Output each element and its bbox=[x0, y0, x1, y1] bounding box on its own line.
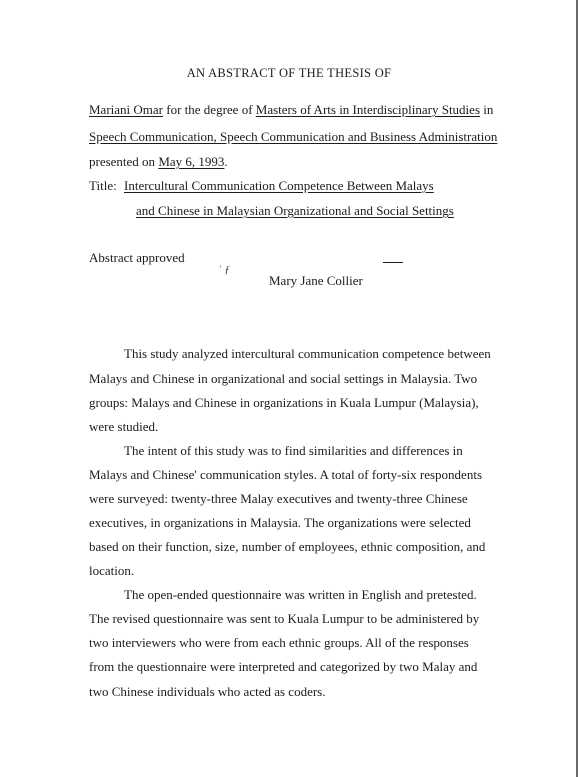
abstract-approved-label: Abstract approved bbox=[89, 250, 185, 265]
approver-name: Mary Jane Collier bbox=[269, 273, 363, 288]
paragraph-1-line-1: This study analyzed intercultural communication competence between bbox=[124, 346, 491, 361]
paragraph-3-line-1: The open-ended questionnaire was written in English and pretested. bbox=[124, 587, 477, 602]
author-name: Mariani Omar bbox=[89, 102, 164, 117]
presented-on-text: presented on bbox=[89, 154, 159, 169]
paragraph-1-line-3: groups: Malays and Chinese in organizations in Kuala Lumpur (Malaysia), bbox=[89, 395, 479, 410]
paragraph-3-line-2: The revised questionnaire was sent to Kuala Lumpur to be administered by bbox=[89, 611, 480, 626]
title-text-line-2 bbox=[136, 203, 454, 219]
paragraph-2-line-2: Malays and Chinese' communication styles. A total of forty-six respondents bbox=[89, 467, 483, 482]
paragraph-1-line-2: Malays and Chinese in organizational and social settings in Malaysia. Two bbox=[89, 371, 478, 386]
abstract-heading: AN ABSTRACT OF THE THESIS OF bbox=[186, 66, 392, 80]
paragraph-3-line-4: from the questionnaire were interpreted and categorized by two Malay and bbox=[89, 659, 478, 674]
paragraph-3-line-3: two interviewers who were from each ethnic groups. All of the responses bbox=[89, 635, 469, 650]
paragraph-2-line-5: based on their function, size, number of employees, ethnic composition, and bbox=[89, 539, 486, 554]
fields-of-study: Speech Communication, Speech Communication and Business Administration bbox=[89, 129, 498, 144]
intro-line-2 bbox=[89, 129, 497, 145]
paragraph-1-line-4: were studied. bbox=[89, 419, 159, 434]
title-label: Title: bbox=[89, 178, 117, 193]
intro-line-1 bbox=[89, 102, 493, 118]
paragraph-2-line-6: location. bbox=[89, 563, 135, 578]
intro-line-3 bbox=[89, 154, 228, 170]
thesis-title-line-2: and Chinese in Malaysian Organizational and Social Settings bbox=[136, 203, 454, 218]
in-text: in bbox=[480, 102, 494, 117]
paragraph-2-line-4: executives, in organizations in Malaysia. The organizations were selected bbox=[89, 515, 471, 530]
signature-mark: ʿ ƒ bbox=[218, 264, 230, 276]
title-line-1 bbox=[89, 178, 117, 194]
paragraph-3-line-5: two Chinese individuals who acted as coders. bbox=[89, 684, 326, 699]
title-text-line-1 bbox=[124, 178, 434, 194]
period-text: . bbox=[224, 154, 228, 169]
paragraph-2-line-3: were surveyed: twenty-three Malay executives and twenty-three Chinese bbox=[89, 491, 468, 506]
thesis-title-line-1: Intercultural Communication Competence Between Malays bbox=[124, 178, 434, 193]
presentation-date: May 6, 1993 bbox=[158, 154, 225, 169]
paragraph-2-line-1: The intent of this study was to find similarities and differences in bbox=[124, 443, 463, 458]
degree-name: Masters of Arts in Interdisciplinary Studies bbox=[255, 102, 480, 117]
for-degree-text: for the degree of bbox=[163, 102, 256, 117]
signature-line bbox=[383, 262, 403, 263]
